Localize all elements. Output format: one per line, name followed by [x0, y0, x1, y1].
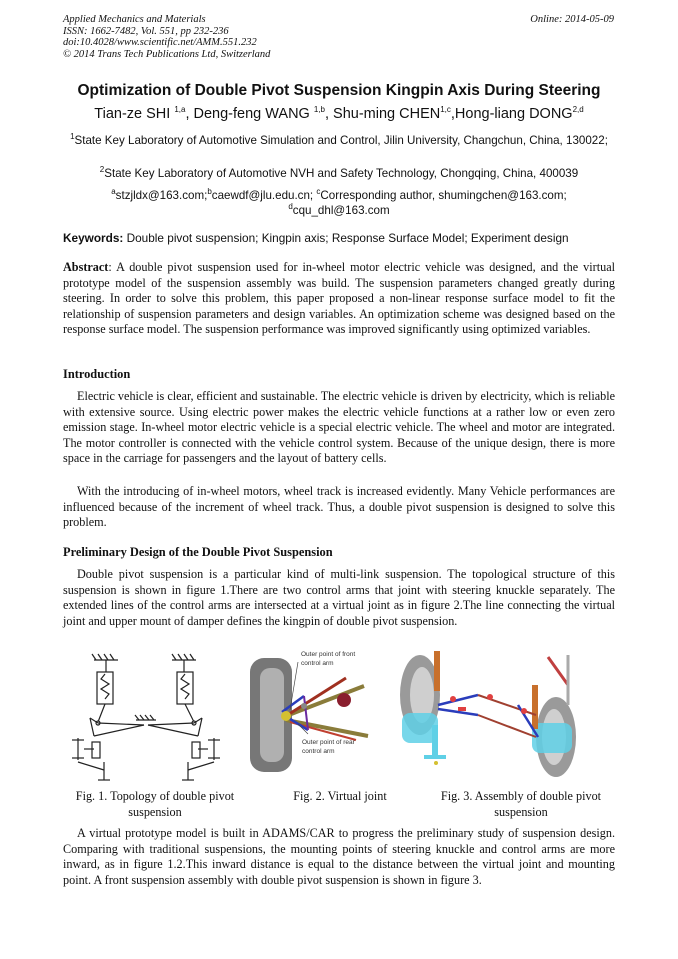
author-sup: 2,d	[572, 105, 584, 115]
author-sup: 1,a	[174, 105, 186, 115]
abstract	[63, 260, 615, 338]
author-name: Tian-ze SHI	[94, 106, 171, 122]
abstract-label: Abstract	[63, 260, 109, 274]
section-heading-introduction: Introduction	[63, 367, 131, 381]
author-name: Deng-feng WANG	[193, 106, 310, 122]
prelim-paragraph-2: A virtual prototype model is built in ADAMS/CAR to progress the preliminary study of suspension design. Comparing with traditional suspensions, the mounting points of steering knuckle and control arms are more inward, as in figure 1.2.This inward distance is equal to the distance between the virtual joint and mounting point. A front suspension assembly with double pivot suspension is shown in figure 3.	[63, 826, 615, 887]
figure-2-caption: Fig. 2. Virtual joint	[293, 789, 387, 803]
fig2-label-rear-2: control arm	[302, 748, 335, 755]
journal-name: Applied Mechanics and Materials	[63, 14, 206, 25]
affiliation-1: $^1$State Key Laboratory of Automotive Simulation and Control, Jilin University, Changchun, China, 130022;	[70, 132, 608, 147]
section-heading-preliminary: Preliminary Design of the Double Pivot Suspension	[63, 545, 333, 559]
keywords: Keywords: Double pivot suspension; Kingpin axis; Response Surface Model; Experiment design	[63, 231, 569, 245]
issn-line: ISSN: 1662-7482, Vol. 551, pp 232-236	[63, 25, 229, 37]
prelim-paragraph-1: Double pivot suspension is a particular kind of multi-link suspension. The topological structure of this suspension is shown in figure 1.There are two control arms that joint with steering knuckle separately. The extended lines of the control arms are intersected at a virtual joint as in figure 2.The line connecting the virtual joint and upper mount of damper defines the kingpin of double pivot suspension.	[63, 567, 615, 628]
email-c: Corresponding author, shumingchen@163.com;	[320, 189, 567, 202]
fig2-label-front-2: control arm	[301, 660, 334, 667]
figure-3-assembly-image	[398, 645, 580, 785]
figure-1-caption: Fig. 1. Topology of double pivot suspension	[75, 789, 235, 819]
copyright-line: © 2014 Trans Tech Publications Ltd, Switzerland	[63, 48, 271, 60]
author-list: Tian-ze SHI $^{1,a}$, Deng-feng WANG $^{1,b}$, Shu-ming CHEN$^{1,c}$,Hong-liang DONG$^{2,d}$	[94, 105, 584, 122]
online-date: Online: 2014-05-09	[530, 14, 614, 25]
affiliation-2: $^2$State Key Laboratory of Automotive NVH and Safety Technology, Chongqing, China, 400039	[99, 165, 579, 180]
fig2-label-front: Outer point of front	[301, 651, 356, 658]
abstract-text: : A double pivot suspension used for in-wheel motor electric vehicle was designed, and the virtual prototype model of the suspension assembly was build. The suspension parameters changed greatly during steering. In order to solve this problem, this paper proposed a non-linear response surface model to fit the relationship of suspension parameters and design variables. An optimization scheme was designed based on the response surface model. The suspension performance was improved significantly using optimized variables.	[63, 260, 615, 337]
email-d: cqu_dhl@163.com	[292, 204, 390, 217]
author-sup: 1,b	[313, 105, 325, 115]
paper-title: Optimization of Double Pivot Suspension Kingpin Axis During Steering	[77, 82, 601, 99]
journal-header	[63, 14, 270, 60]
email-b: caewdf@jlu.edu.cn;	[211, 189, 314, 202]
fig2-label-rear: Outer point of rear	[302, 739, 355, 746]
author-name: Hong-liang DONG	[454, 106, 573, 122]
intro-paragraph-1: Electric vehicle is clear, efficient and sustainable. The electric vehicle is driven by electricity, which is reliable with extensive source. Using electric power makes the electric vehicle functions at a rather low or even zero emission stage. In-wheel motor electric vehicle is a special electric vehicle. The wheel and motor are integrated. The motor controller is connected with the vehicle control system. Because of the unique design, there is more space in the carriage for passengers and the layout of battery cells.	[63, 389, 616, 466]
email-list: $^a$stzjldx@163.com;$^b$caewdf@jlu.edu.cn; $^c$Corresponding author, shumingchen@163.com; $^d$cqu_dhl@163.com	[111, 187, 567, 217]
intro-paragraph-2: With the introducing of in-wheel motors, wheel track is increased evidently. Many Vehicle performances are influenced because of the increment of wheel track. Thus, a double pivot suspension is designed to solve this problem.	[63, 484, 615, 530]
author-sup: 1,c	[440, 105, 451, 115]
figure-1-topology-diagram	[64, 650, 226, 784]
figure-3-caption: Fig. 3. Assembly of double pivot suspension	[440, 789, 602, 819]
author-name: Shu-ming CHEN	[333, 106, 441, 122]
doi-line: doi:10.4028/www.scientific.net/AMM.551.232	[63, 37, 257, 49]
email-a: stzjldx@163.com;	[115, 189, 208, 202]
figure-2-virtual-joint-image	[246, 648, 380, 782]
